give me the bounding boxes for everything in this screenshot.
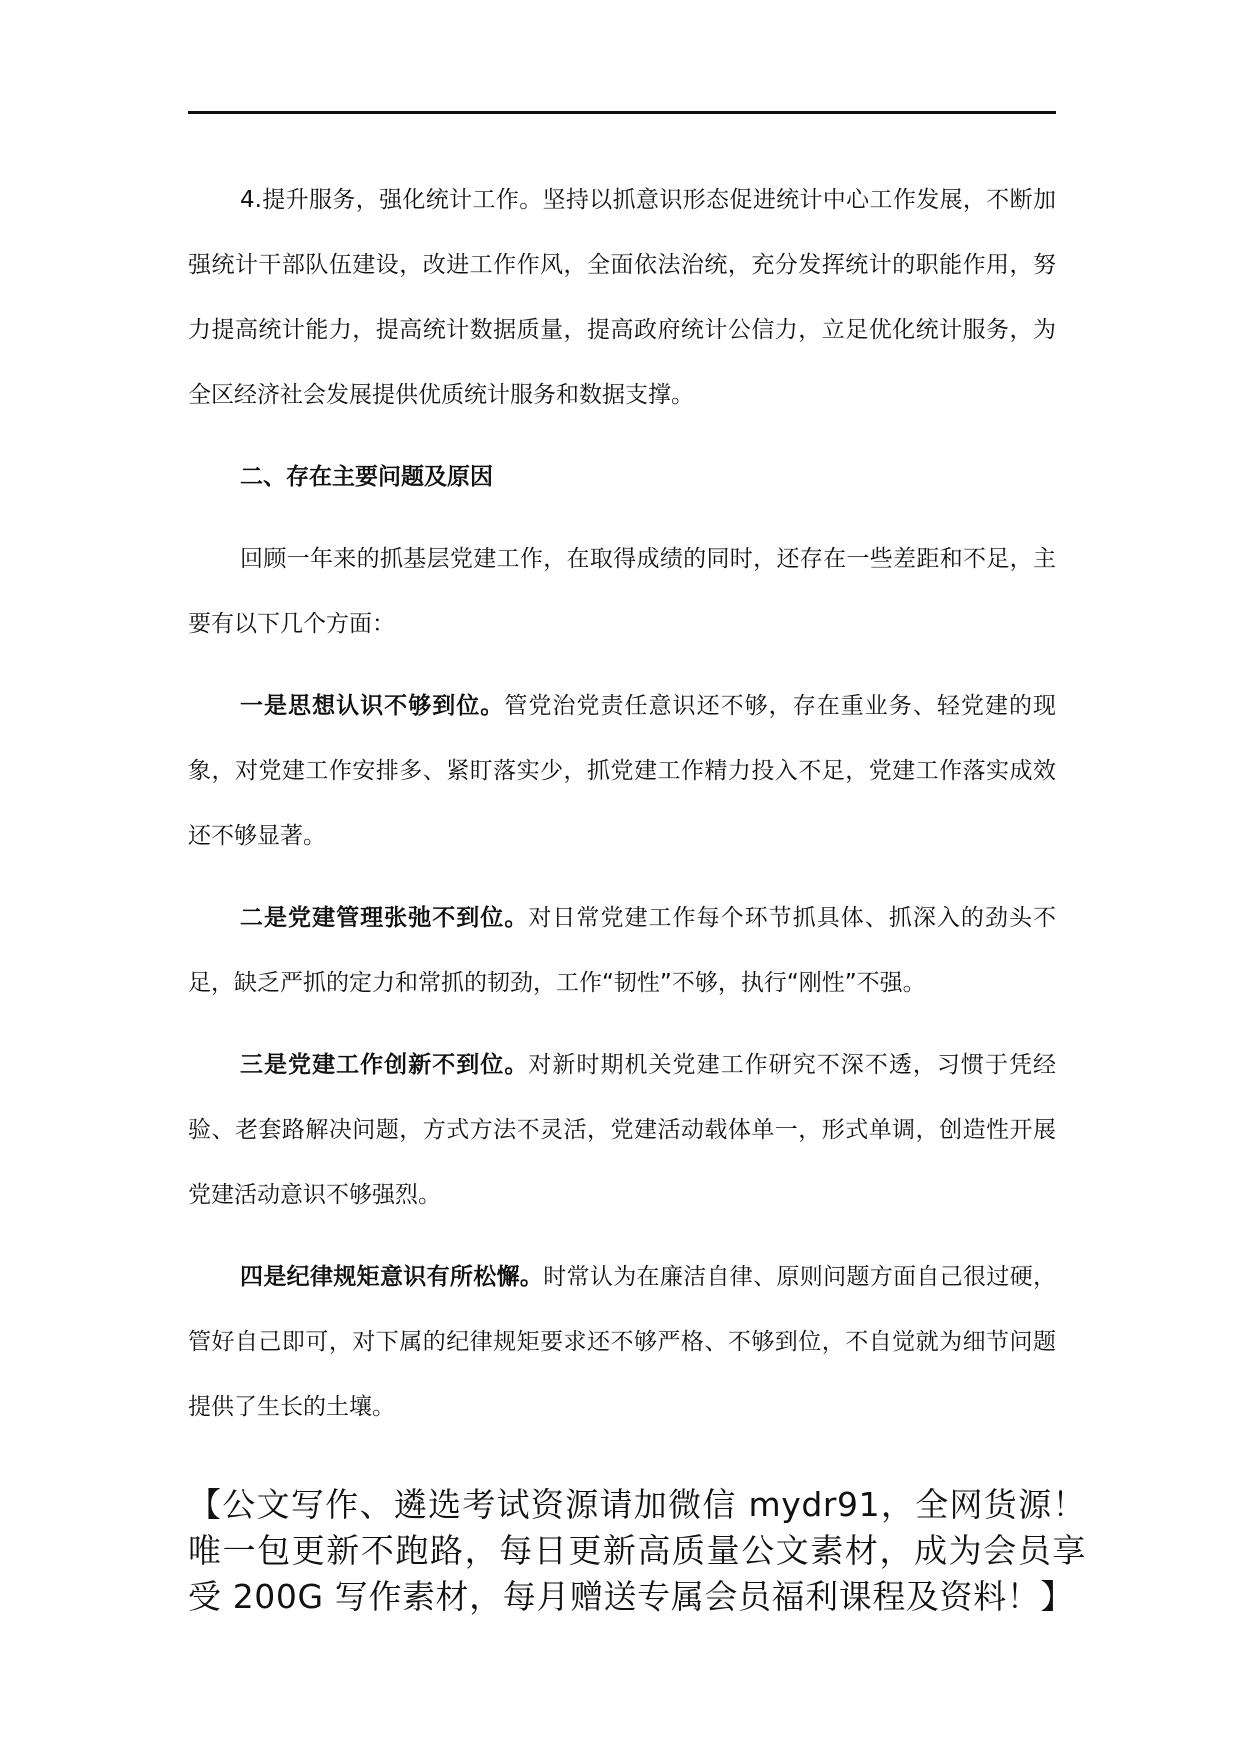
paragraph-text: 管党治党责任意识还不够，存在重业务、轻党建的现象，对党建工作安排多、紧盯落实少，抓党建工作精力投入不足，党建工作落实成效还不够显著。 — [188, 693, 1057, 849]
paragraph-text: 时常认为在廉洁自律、原则问题方面自己很过硬，管好自己即可，对下属的纪律规矩要求还不够严格、不够到位，不自觉就为细节问题提供了生长的土壤。 — [188, 1264, 1057, 1420]
header-rule — [188, 111, 1056, 114]
paragraph-issue-one — [188, 674, 1056, 869]
paragraph-text: 4.提升服务，强化统计工作。坚持以抓意识形态促进统计中心工作发展，不断加强统计干部队伍建设，改进工作作风，全面依法治统，充分发挥统计的职能作用，努力提高统计能力，提高统计数据质量，提高政府统计公信力，立足优化统计服务，为全区经济社会发展提供优质统计服务和数据支撑。 — [188, 187, 1056, 408]
paragraph-lead: 三是党建工作创新不到位。 — [240, 1052, 529, 1078]
paragraph-text: 对日常党建工作每个环节抓具体、抓深入的劲头不足，缺乏严抓的定力和常抓的韧劲，工作“韧性”不够，执行“刚性”不强。 — [188, 905, 1057, 996]
paragraph-statistics-service — [188, 168, 1056, 428]
paragraph-lead: 二是党建管理张弛不到位。 — [240, 905, 529, 931]
paragraph-issue-three — [188, 1033, 1056, 1228]
paragraph-review-intro — [188, 527, 1056, 657]
document-body — [188, 168, 1056, 1457]
paragraph-text: 对新时期机关党建工作研究不深不透，习惯于凭经验、老套路解决问题，方式方法不灵活，党建活动载体单一，形式单调，创造性开展党建活动意识不够强烈。 — [188, 1052, 1057, 1208]
paragraph-issue-two — [188, 886, 1056, 1016]
paragraph-issue-four — [188, 1245, 1056, 1440]
section-heading-text: 二、存在主要问题及原因 — [240, 464, 493, 490]
promo-notice: 【公文写作、遴选考试资源请加微信 mydr91，全网货源！唯一包更新不跑路，每日更新高质量公文素材，成为会员享受 200G 写作素材，每月赠送专属会员福利课程及资料！】 — [188, 1485, 1086, 1616]
section-heading — [188, 445, 1056, 510]
paragraph-lead: 一是思想认识不够到位。 — [240, 693, 505, 719]
paragraph-lead: 四是纪律规矩意识有所松懈。 — [240, 1264, 544, 1290]
paragraph-text: 回顾一年来的抓基层党建工作，在取得成绩的同时，还存在一些差距和不足，主要有以下几个方面： — [188, 546, 1056, 637]
